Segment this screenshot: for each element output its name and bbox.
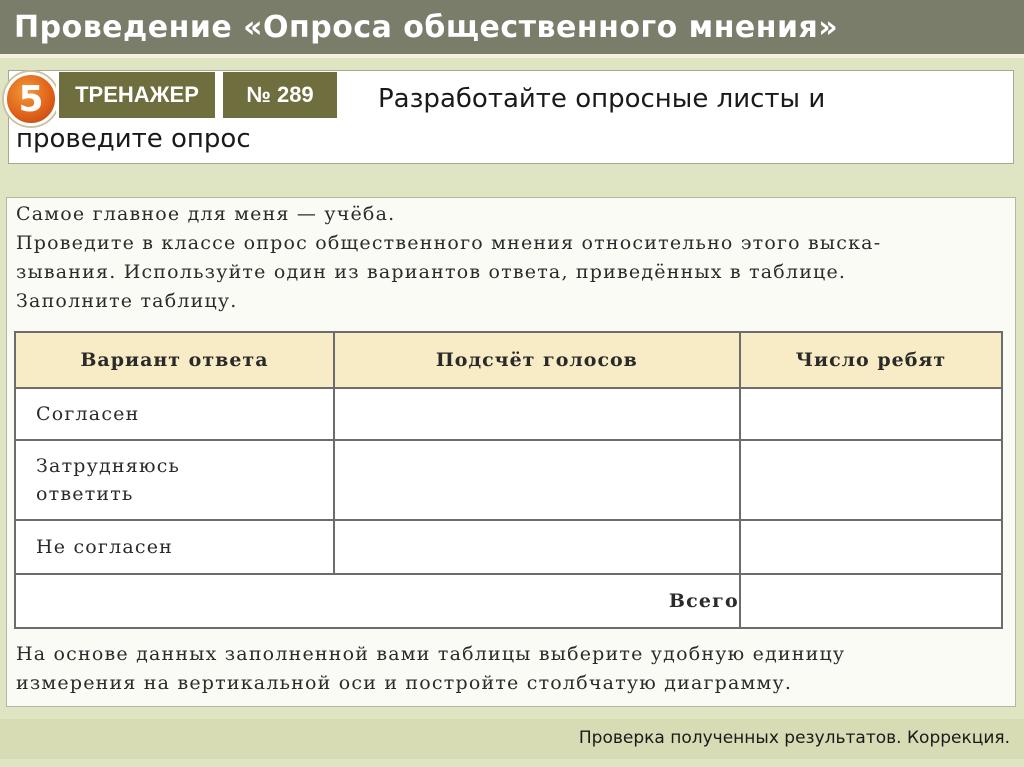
number-of-kids-cell[interactable] [740, 388, 1002, 440]
trainer-chip: ТРЕНАЖЕР [56, 72, 218, 118]
instruction-line: Проведите в классе опрос общественного мнения относительно этого выска- [16, 232, 882, 254]
instruction-line: На основе данных заполненной вами таблицы выберите удобную единицу [16, 643, 846, 665]
step-number-badge: 5 [4, 72, 58, 126]
table-row [15, 520, 1002, 574]
worksheet-instructions [16, 200, 1006, 316]
number-of-kids-cell[interactable] [740, 440, 1002, 520]
header-answer-option: Вариант ответа [15, 332, 334, 388]
total-label: Всего [15, 574, 740, 628]
table-header-row [15, 332, 1002, 388]
instruction-line: Самое главное для меня — учёба. [16, 203, 396, 225]
instruction-line: измерения на вертикальной оси и постройте столбчатую диаграмму. [16, 672, 793, 694]
task-text-line-1: Разработайте опросные листы и [378, 84, 826, 114]
number-of-kids-cell[interactable] [740, 520, 1002, 574]
header-number-of-kids: Число ребят [740, 332, 1002, 388]
vote-count-cell[interactable] [334, 388, 740, 440]
footer-text: Проверка полученных результатов. Коррекция. [578, 728, 1010, 748]
slide-title: Проведение «Опроса общественного мнения» [14, 10, 839, 45]
task-text-line-2: проведите опрос [16, 124, 251, 154]
instruction-line: зывания. Используйте один из вариантов ответа, приведённых в таблице. [16, 261, 847, 283]
answer-option-cell: Согласен [15, 388, 334, 440]
exercise-number-chip: № 289 [220, 72, 340, 118]
answer-option-cell: Затрудняюсь ответить [15, 440, 334, 520]
total-value-cell[interactable] [740, 574, 1002, 628]
table-row [15, 388, 1002, 440]
header-vote-count: Подсчёт голосов [334, 332, 740, 388]
total-row [15, 574, 1002, 628]
survey-table [14, 331, 1003, 629]
instruction-line: Заполните таблицу. [16, 290, 238, 312]
title-bar [0, 0, 1024, 58]
closing-instructions [16, 640, 1006, 698]
vote-count-cell[interactable] [334, 520, 740, 574]
vote-count-cell[interactable] [334, 440, 740, 520]
answer-option-cell: Не согласен [15, 520, 334, 574]
table-row [15, 440, 1002, 520]
